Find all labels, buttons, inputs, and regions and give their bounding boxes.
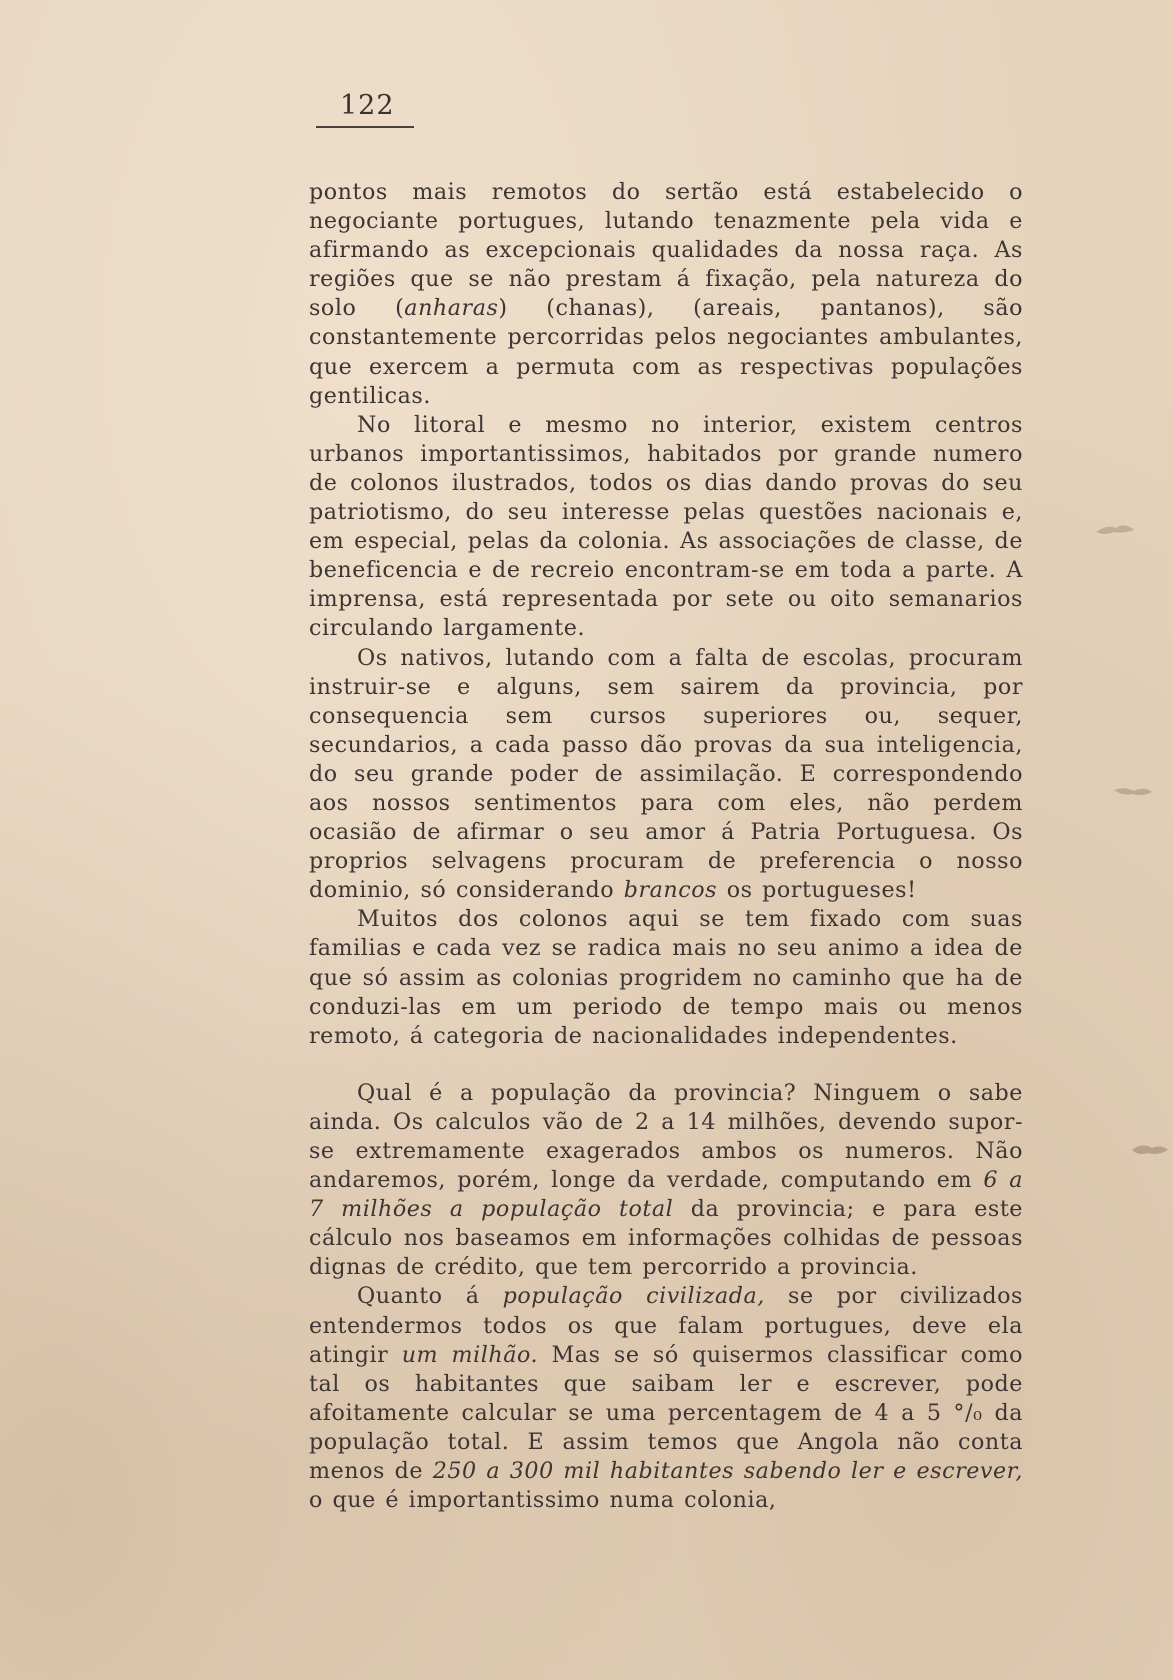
italic-text: anharas — [404, 295, 499, 322]
text-run: da provincia; e para este cálculo nos baseamos em informações colhidas de pessoas dignas de crédito, que tem percorrido a provincia. — [309, 1196, 1023, 1281]
binding-thread-mark — [1112, 782, 1154, 800]
paragraph — [309, 1282, 1023, 1515]
body-text — [309, 178, 1023, 1515]
paragraph — [309, 178, 1023, 411]
page-number-rule — [316, 126, 414, 128]
italic-text: 6 a 7 milhões a população total — [309, 1167, 1023, 1223]
paragraph — [309, 411, 1023, 644]
binding-thread-mark — [1128, 1140, 1170, 1158]
paragraph — [309, 905, 1023, 1050]
italic-text: brancos — [623, 877, 718, 904]
text-run: o que é importantissimo numa colonia, — [309, 1487, 777, 1514]
text-run: ) (chanas), (areais, pantanos), são constantemente percorridas pelos negociantes ambulantes, que exercem a permuta com as respectivas populações gentilicas. — [309, 295, 1024, 409]
text-run: Quanto á — [357, 1283, 503, 1310]
text-run: No litoral e mesmo no interior, existem centros urbanos importantissimos, habitados por grande numero de colonos ilustrados, todos os dias dando provas do seu patriotismo, do seu interesse pelas questões nacionais e, em especial, pelas da colonia. As associações de classe, de beneficencia e de recreio encontram-se em toda a parte. A imprensa, está representada por sete ou oito semanarios circulando largamente. — [309, 411, 1023, 642]
text-run: Muitos dos colonos aqui se tem fixado com suas familias e cada vez se radica mais no seu animo a idea de que só assim as colonias progridem no caminho que ha de conduzi-las em um periodo de tempo mais ou menos remoto, á categoria de nacionalidades independentes. — [309, 906, 1023, 1049]
paragraph — [309, 644, 1023, 906]
text-run: pontos mais remotos do sertão está estabelecido o negociante portugues, lutando tenazmente pela vida e afirmando as excepcionais qualidades da nossa raça. As regiões que se não prestam á fixação, pela natureza do solo ( — [309, 179, 1023, 322]
text-run: Qual é a população da provincia? Ninguem o sabe ainda. Os calculos vão de 2 a 14 milhões, devendo supor-se extremamente exagerados ambos os numeros. Não andaremos, porém, longe da verdade, computando em — [309, 1079, 1023, 1194]
italic-text: 250 a 300 mil habitantes sabendo ler e escrever, — [432, 1458, 1024, 1485]
paragraph — [309, 1079, 1023, 1283]
text-run: Os nativos, lutando com a falta de escolas, procuram instruir-se e alguns, sem sairem da provincia, por consequencia sem cursos superiores ou, sequer, secundarios, a cada passo dão provas da sua inteligencia, do seu grande poder de assimilação. E correspondendo aos nossos sentimentos para com eles, não perdem ocasião de afirmar o seu amor á Patria Portuguesa. Os proprios selvagens procuram de preferencia o nosso dominio, só considerando — [309, 644, 1023, 904]
italic-text: um milhão. — [401, 1341, 539, 1368]
text-run: os portugueses! — [717, 877, 917, 904]
text-run: Mas se só quisermos classificar como tal os habitantes que saibam ler e escrever, pode afoitamente calcular se uma percentagem de 4 a 5 °/₀ da população total. E assim temos que Angola não conta menos de — [309, 1341, 1024, 1485]
binding-thread-mark — [1094, 520, 1136, 538]
page-number: 122 — [340, 90, 395, 121]
text-run: se por civilizados entendermos todos os que falam portugues, deve ela atingir — [309, 1283, 1023, 1368]
italic-text: população civilizada, — [502, 1283, 765, 1310]
